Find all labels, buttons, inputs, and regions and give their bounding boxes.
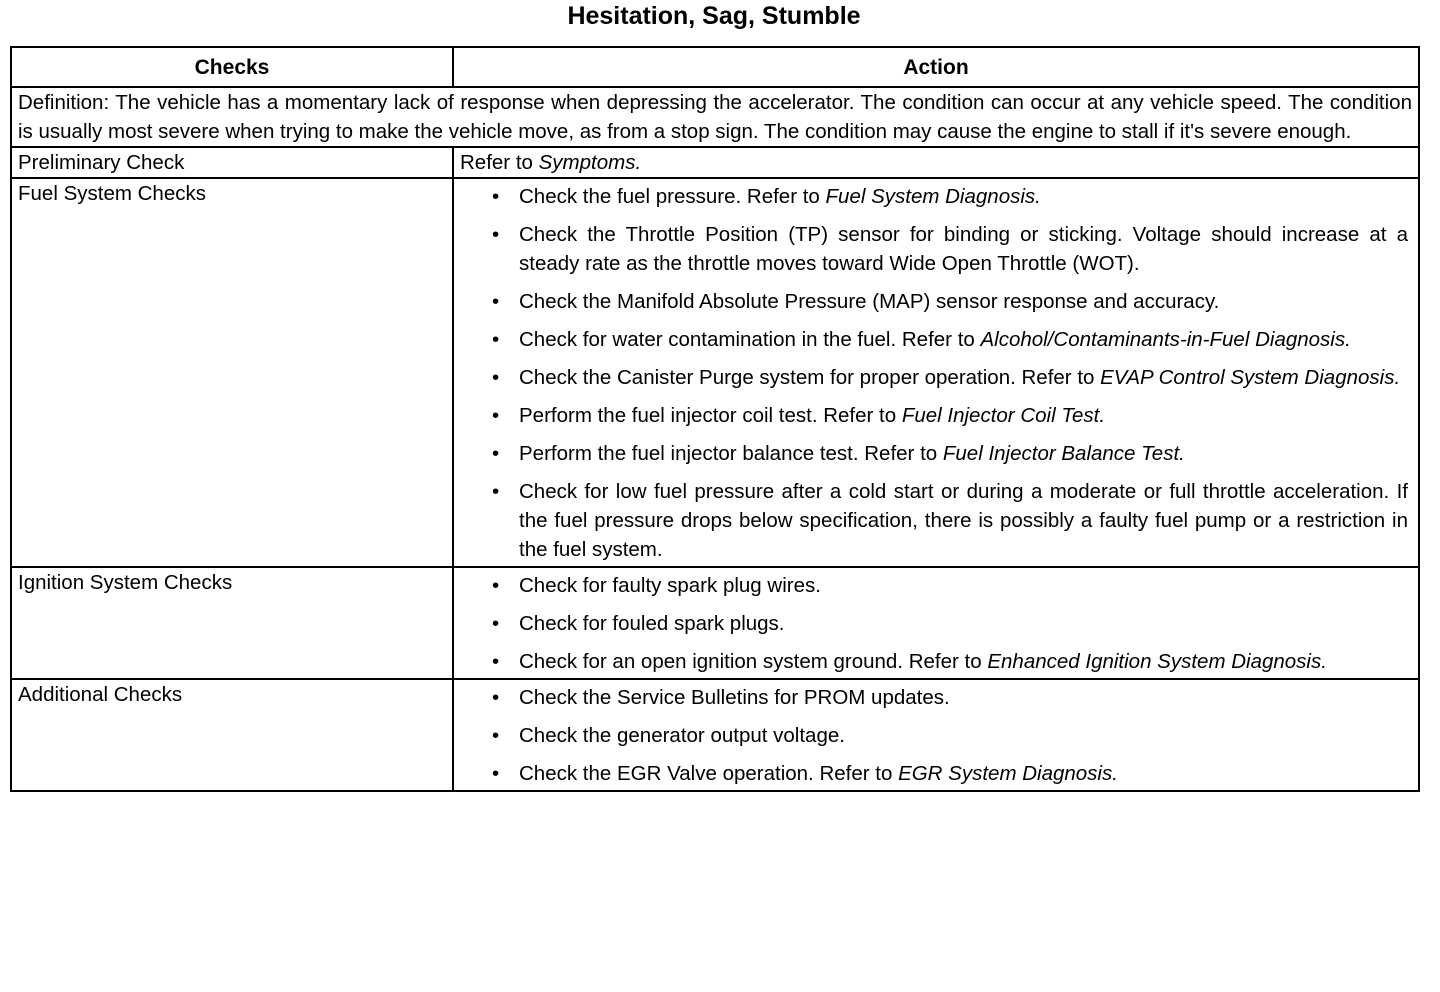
- action-item-text: Check for low fuel pressure after a cold start or during a moderate or full throttle acceleration. If the fuel pressure drops below specification, there is possibly a faulty fuel pump or a restriction in the fuel system.: [519, 480, 1408, 561]
- action-item-reference: Enhanced Ignition System Diagnosis.: [987, 650, 1327, 673]
- action-header: Action: [453, 47, 1419, 87]
- header-row: [11, 47, 1419, 87]
- action-item: [454, 439, 1408, 468]
- bullet-icon: •: [492, 686, 500, 709]
- action-item: [454, 647, 1408, 676]
- action-item: [454, 477, 1408, 564]
- ignition-system-checks-label: Ignition System Checks: [11, 567, 453, 679]
- action-item-text: Check for water contamination in the fuel. Refer to: [519, 328, 981, 351]
- action-item-text: Check the Canister Purge system for proper operation. Refer to: [519, 366, 1101, 389]
- bullet-icon: •: [492, 724, 500, 747]
- action-item: [454, 571, 1408, 600]
- bullet-icon: •: [492, 762, 500, 785]
- bullet-icon: •: [492, 574, 500, 597]
- action-item: [454, 759, 1408, 788]
- action-item: [454, 287, 1408, 316]
- bullet-icon: •: [492, 480, 500, 503]
- additional-checks-label: Additional Checks: [11, 679, 453, 791]
- action-item-reference: Fuel Injector Balance Test.: [942, 442, 1185, 465]
- preliminary-action-ref: Symptoms.: [538, 151, 642, 174]
- bullet-icon: •: [492, 650, 500, 673]
- preliminary-row: [11, 147, 1419, 178]
- bullet-icon: •: [492, 612, 500, 635]
- action-item: [454, 363, 1408, 392]
- fuel-system-checks-label: Fuel System Checks: [11, 178, 453, 567]
- action-item-text: Check the EGR Valve operation. Refer to: [519, 762, 899, 785]
- action-item: [454, 182, 1408, 211]
- action-item-reference: Fuel System Diagnosis.: [825, 185, 1041, 208]
- action-item-text: Check for faulty spark plug wires.: [519, 574, 821, 597]
- bullet-icon: •: [492, 185, 500, 208]
- action-item-text: Check for fouled spark plugs.: [519, 612, 785, 635]
- fuel-system-actions: [453, 178, 1419, 567]
- bullet-icon: •: [492, 290, 500, 313]
- ignition-system-row: [11, 567, 1419, 679]
- action-item: [454, 325, 1408, 354]
- preliminary-action: [453, 147, 1419, 178]
- action-item: [454, 220, 1408, 278]
- bullet-icon: •: [492, 442, 500, 465]
- action-item: [454, 683, 1408, 712]
- page-title: Hesitation, Sag, Stumble: [567, 2, 861, 30]
- fuel-system-row: [11, 178, 1419, 567]
- bullet-icon: •: [492, 223, 500, 246]
- bullet-icon: •: [492, 404, 500, 427]
- action-item-text: Check the Manifold Absolute Pressure (MAP) sensor response and accuracy.: [519, 290, 1220, 313]
- action-item-reference: EGR System Diagnosis.: [898, 762, 1118, 785]
- ignition-system-actions: [453, 567, 1419, 679]
- action-item-text: Check the Throttle Position (TP) sensor for binding or sticking. Voltage should increase at a steady rate as the throttle moves toward Wide Open Throttle (WOT).: [519, 223, 1408, 275]
- action-item: [454, 721, 1408, 750]
- action-item: [454, 401, 1408, 430]
- preliminary-check-label: Preliminary Check: [11, 147, 453, 178]
- ignition-system-action-list: [454, 568, 1418, 678]
- additional-row: [11, 679, 1419, 791]
- action-item-text: Check for an open ignition system ground. Refer to: [519, 650, 988, 673]
- additional-action-list: [454, 680, 1418, 790]
- action-item-reference: Fuel Injector Coil Test.: [901, 404, 1106, 427]
- action-item-text: Check the fuel pressure. Refer to: [519, 185, 826, 208]
- action-item-text: Check the Service Bulletins for PROM updates.: [519, 686, 950, 709]
- diagnostic-table: [10, 46, 1420, 792]
- preliminary-action-text: Refer to: [460, 151, 539, 174]
- action-item: [454, 609, 1408, 638]
- action-item-reference: EVAP Control System Diagnosis.: [1100, 366, 1401, 389]
- definition-text: Definition: The vehicle has a momentary lack of response when depressing the accelerator. The condition can occur at any vehicle speed. The condition is usually most severe when trying to make the vehicle move, as from a stop sign. The condition may cause the engine to stall if it's severe enough.: [11, 87, 1419, 147]
- action-item-reference: Alcohol/Contaminants-in-Fuel Diagnosis.: [980, 328, 1351, 351]
- bullet-icon: •: [492, 328, 500, 351]
- action-item-text: Perform the fuel injector coil test. Refer to: [519, 404, 902, 427]
- action-item-text: Perform the fuel injector balance test. Refer to: [519, 442, 943, 465]
- additional-actions: [453, 679, 1419, 791]
- fuel-system-action-list: [454, 179, 1418, 566]
- bullet-icon: •: [492, 366, 500, 389]
- checks-header: Checks: [11, 47, 453, 87]
- definition-row: [11, 87, 1419, 147]
- action-item-text: Check the generator output voltage.: [519, 724, 845, 747]
